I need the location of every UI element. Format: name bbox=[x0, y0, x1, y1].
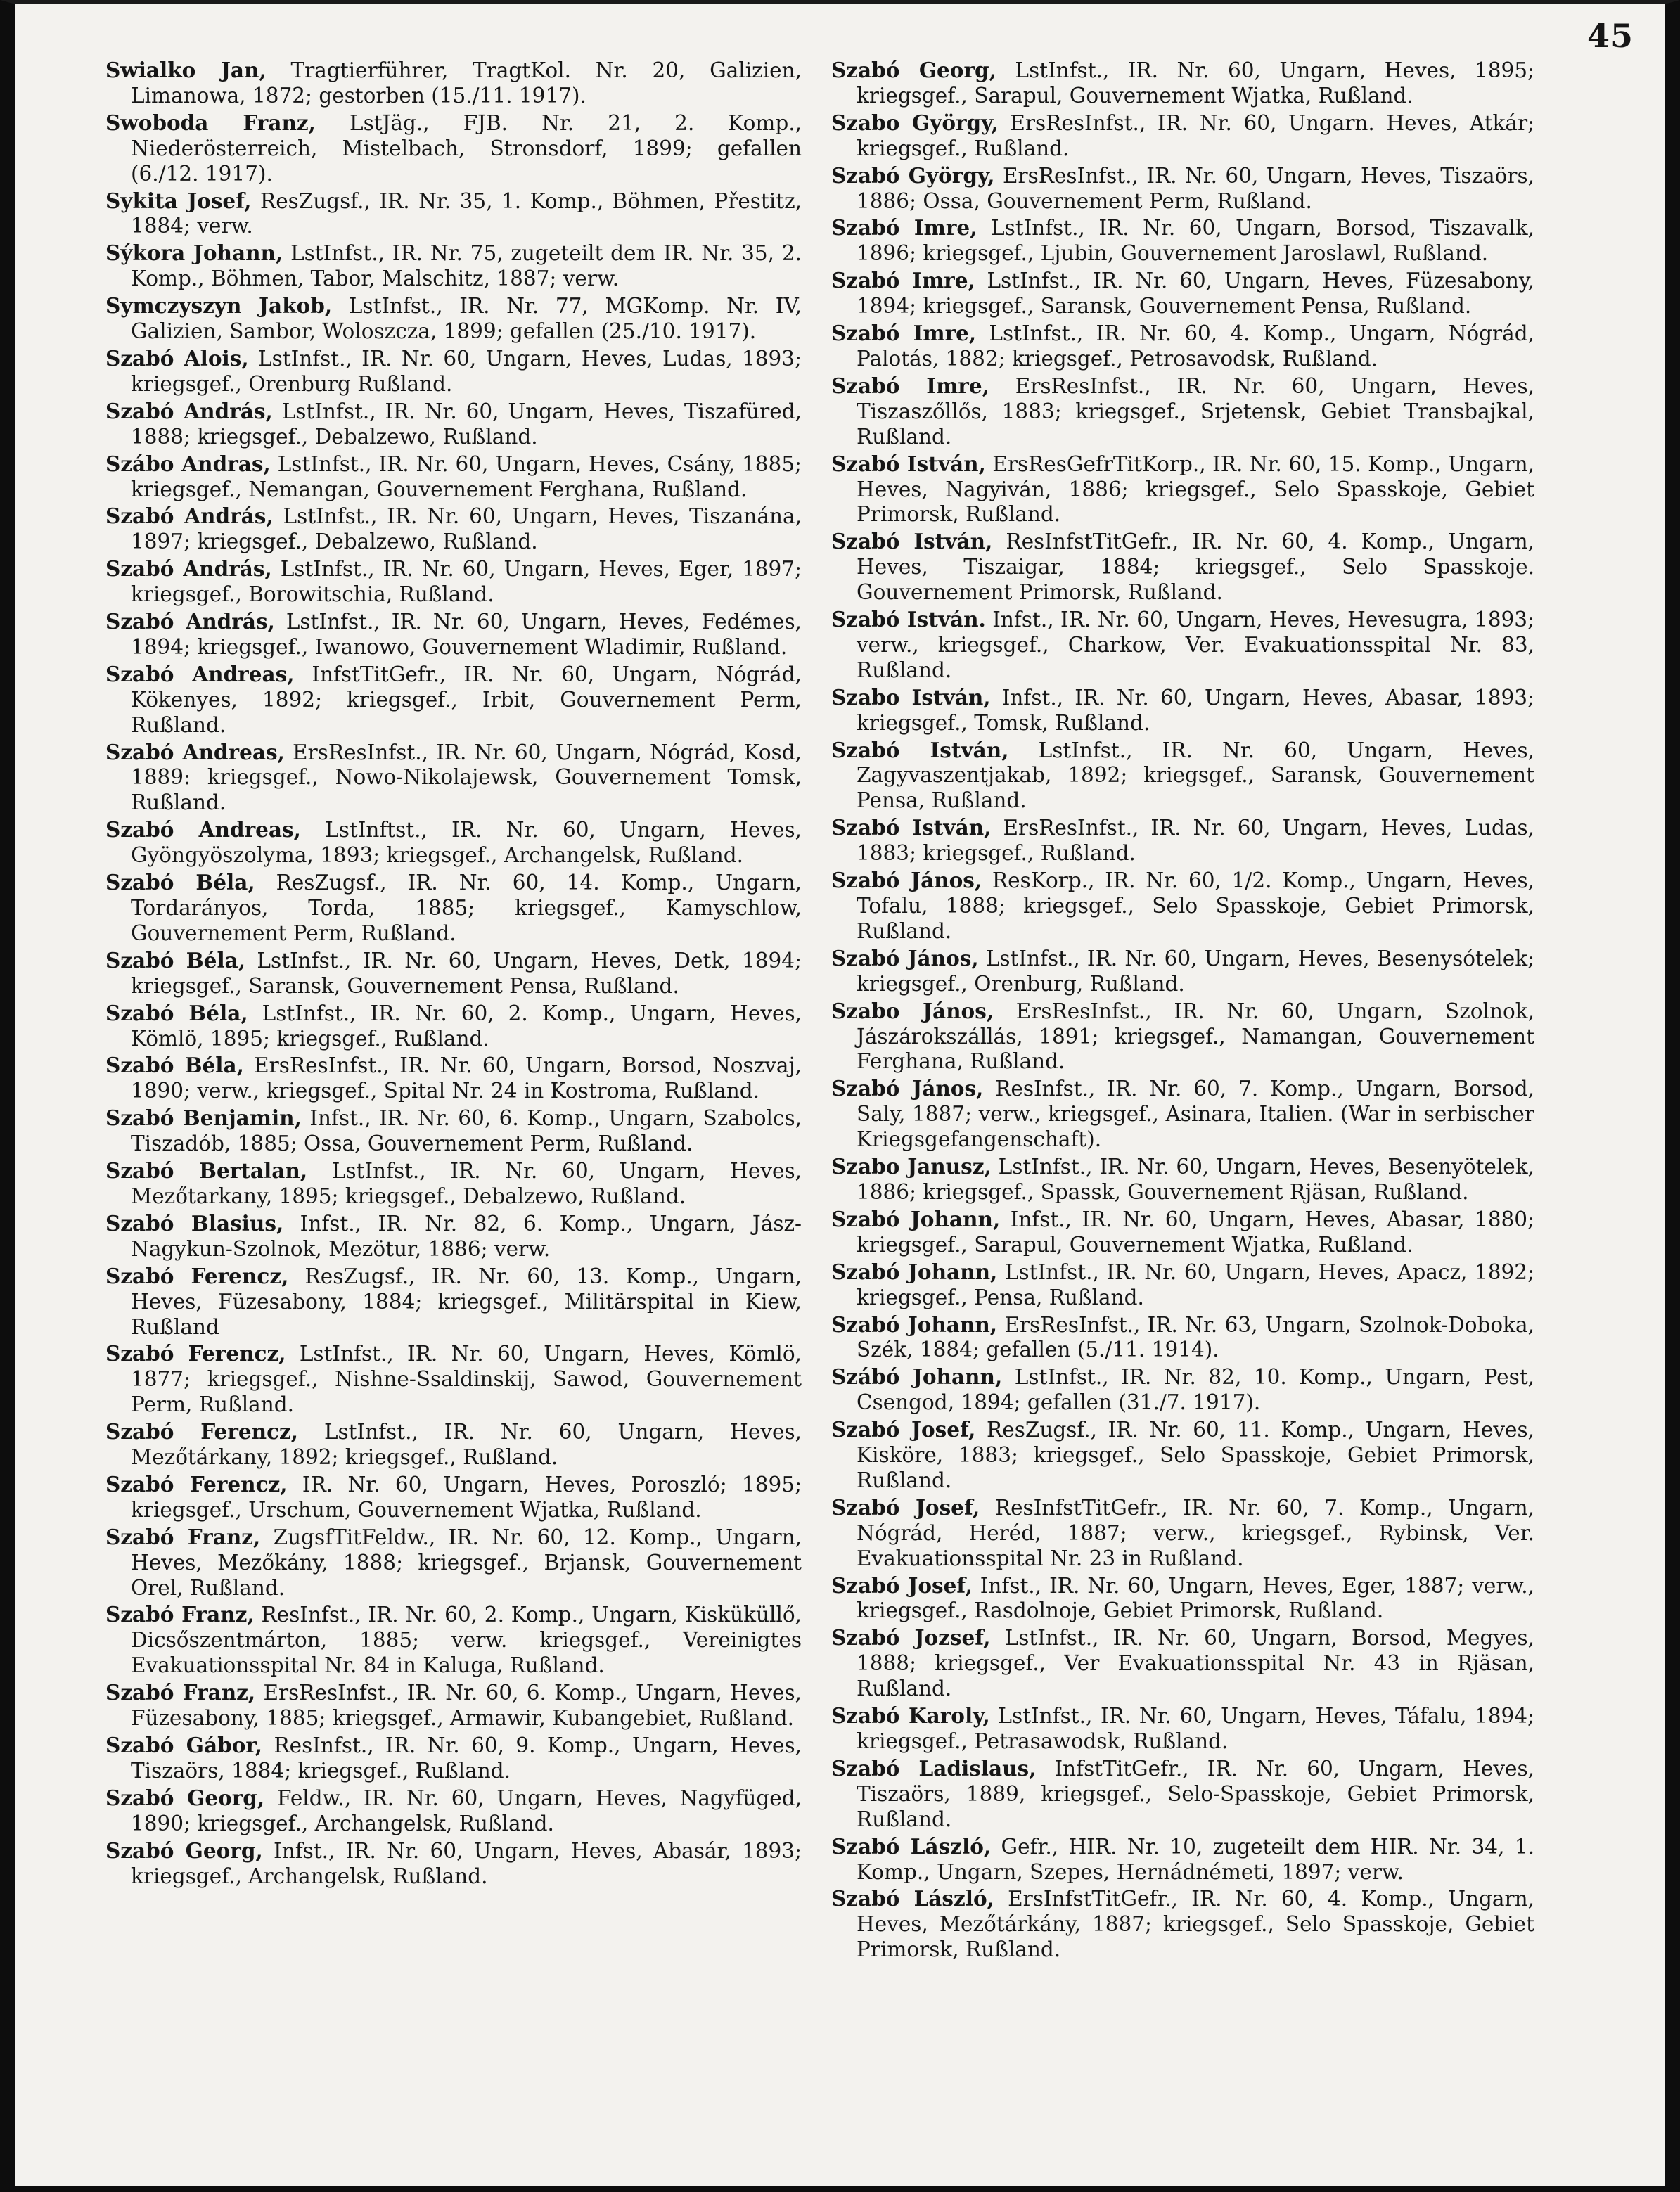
entry-name: Szabó Imre, bbox=[831, 373, 989, 398]
entry-name: Szabó Josef, bbox=[831, 1417, 976, 1442]
entry-name: Szabó Josef, bbox=[831, 1494, 980, 1520]
entry-name: Szabó András, bbox=[105, 556, 272, 582]
roster-entry bbox=[105, 1838, 802, 1890]
entry-name: Szabó Béla, bbox=[105, 1000, 248, 1025]
entry-name: Szabó János, bbox=[831, 945, 979, 970]
roster-entry bbox=[831, 1573, 1534, 1624]
entry-name: Szabó Franz, bbox=[105, 1524, 261, 1549]
roster-entry bbox=[105, 1680, 802, 1731]
entry-details: LstInfst., IR. Nr. 60, Ungarn, Heves, Besenysótelek; kriegsgef., Orenburg, Rußland. bbox=[857, 946, 1535, 996]
roster-entry bbox=[831, 1834, 1534, 1885]
roster-entry bbox=[105, 1001, 802, 1052]
roster-entry bbox=[105, 1419, 802, 1470]
entry-name: Szabó Ferencz, bbox=[105, 1341, 286, 1366]
entry-name: Szabó András, bbox=[105, 609, 275, 634]
roster-entry bbox=[105, 740, 802, 816]
entry-details: ErsResInfst., IR. Nr. 60, Ungarn, Nógrád, Kosd, 1889: kriegsgef., Nowo-Nikolajewsk, Gouvernement Tomsk, Rußland. bbox=[131, 740, 802, 815]
entry-name: Szabó Imre, bbox=[831, 268, 975, 293]
roster-entry bbox=[105, 504, 802, 555]
entry-details: ResInfst., IR. Nr. 60, 9. Komp., Ungarn, Heves, Tiszaörs, 1884; kriegsgef., Rußland. bbox=[131, 1733, 802, 1783]
roster-entry bbox=[105, 188, 802, 240]
entry-name: Szabó István, bbox=[831, 529, 993, 554]
roster-entry bbox=[831, 685, 1534, 736]
roster-entry bbox=[831, 1076, 1534, 1153]
entry-details: ErsResInfst., IR. Nr. 60, Ungarn, Borsod, Noszvaj, 1890; verw., kriegsgef., Spital Nr. 24 in Kostroma, Rußland. bbox=[131, 1053, 802, 1103]
entry-name: Szabó Johann, bbox=[831, 1312, 998, 1337]
entry-name: Szabó István. bbox=[831, 607, 986, 632]
entry-name: Szabó Josef, bbox=[831, 1572, 973, 1598]
entry-details: Infst., IR. Nr. 60, Ungarn, Heves, Eger, 1887; verw., kriegsgef., Rasdolnoje, Gebiet Primorsk, Rußland. bbox=[857, 1573, 1534, 1623]
roster-entry bbox=[105, 817, 802, 869]
entry-name: Szabó Béla, bbox=[105, 1053, 244, 1078]
entry-details: ResZugsf., IR. Nr. 60, 13. Komp., Ungarn, Heves, Füzesabony, 1884; kriegsgef., Militärspital in Kiew, Rußland bbox=[131, 1264, 802, 1339]
entry-details: Infst., IR. Nr. 60, Ungarn, Heves, Abasar, 1880; kriegsgef., Sarapul, Gouvernement Wjatka, Rußland. bbox=[857, 1207, 1534, 1257]
roster-entry bbox=[831, 1154, 1534, 1205]
roster-entry bbox=[831, 58, 1534, 109]
roster-entry bbox=[831, 268, 1534, 319]
entry-name: Szabó Blasius, bbox=[105, 1210, 284, 1236]
entry-name: Szabó Gábor, bbox=[105, 1733, 263, 1757]
entry-name: Sýkora Johann, bbox=[105, 241, 283, 266]
roster-entry bbox=[105, 58, 802, 109]
entry-name: Szábó Johann, bbox=[831, 1364, 1003, 1390]
entry-name: Symczyszyn Jakob, bbox=[105, 293, 333, 319]
roster-entry bbox=[831, 373, 1534, 450]
entry-details: LstInfst., IR. Nr. 60, 2. Komp., Ungarn, Heves, Kömlö, 1895; kriegsgef., Rußland. bbox=[131, 1001, 802, 1051]
entry-details: ErsResInfst., IR. Nr. 60, 6. Komp., Ungarn, Heves, Füzesabony, 1885; kriegsgef., Armawir, Kubangebiet, Rußland. bbox=[131, 1681, 802, 1731]
entry-name: Szabó László, bbox=[831, 1886, 994, 1911]
entry-details: ResInfst., IR. Nr. 60, 7. Komp., Ungarn, Borsod, Saly, 1887; verw., kriegsgef., Asinara, Italien. (War in serbischer Kriegsgefangenschaft). bbox=[857, 1077, 1534, 1152]
entry-name: Szabo János, bbox=[831, 998, 994, 1023]
entry-details: LstInfst., IR. Nr. 60, Ungarn, Heves, Csány, 1885; kriegsgef., Nemangan, Gouvernement Ferghana, Rußland. bbox=[131, 451, 802, 501]
entry-details: LstInfst., IR. Nr. 60, Ungarn, Heves, Apacz, 1892; kriegsgef., Pensa, Rußland. bbox=[857, 1260, 1535, 1309]
entry-details: LstInfst., IR. Nr. 60, Ungarn, Heves, Zagyvaszentjakab, 1892; kriegsgef., Saransk, Gouvernement Pensa, Rußland. bbox=[857, 738, 1534, 813]
entry-name: Szabó Karoly, bbox=[831, 1703, 990, 1729]
roster-entry bbox=[105, 870, 802, 947]
roster-entry bbox=[105, 556, 802, 608]
entry-details: Infst., IR. Nr. 60, Ungarn, Heves, Abasar, 1893; kriegsgef., Tomsk, Rußland. bbox=[857, 685, 1534, 735]
roster-entry bbox=[105, 1602, 802, 1679]
entry-details: ErsResInfst., IR. Nr. 60, Ungarn, Szolnok, Jászárokszállás, 1891; kriegsgef., Namangan, Gouvernement Ferghana, Rußland. bbox=[857, 999, 1534, 1074]
entry-name: Szabó János, bbox=[831, 1076, 984, 1101]
right-column bbox=[831, 58, 1534, 1964]
entry-name: Szabo György, bbox=[831, 110, 999, 135]
entry-details: Tragtierführer, TragtKol. Nr. 20, Galizien, Limanowa, 1872; gestorben (15./11. 1917). bbox=[131, 58, 802, 108]
roster-entry bbox=[105, 1158, 802, 1210]
entry-details: LstInfst., IR. Nr. 77, MGKomp. Nr. IV, Galizien, Sambor, Woloszcza, 1899; gefallen (25./10. 1917). bbox=[131, 294, 802, 344]
entry-name: Szabó Andreas, bbox=[105, 661, 295, 686]
entry-details: LstInfst., IR. Nr. 60, Ungarn, Heves, Táfalu, 1894; kriegsgef., Petrasawodsk, Rußland. bbox=[857, 1704, 1534, 1753]
entry-name: Szabó András, bbox=[105, 504, 274, 529]
roster-entry bbox=[831, 1703, 1534, 1755]
entry-details: LstInfst., IR. Nr. 60, Ungarn, Heves, Mezőtárkany, 1892; kriegsgef., Rußland. bbox=[131, 1420, 802, 1470]
entry-details: LstInfst., IR. Nr. 60, Ungarn, Heves, Besenyötelek, 1886; kriegsgef., Spassk, Gouvernement Rjäsan, Rußland. bbox=[857, 1155, 1535, 1204]
roster-entry bbox=[831, 163, 1534, 214]
entry-details: Gefr., HIR. Nr. 10, zugeteilt dem HIR. Nr. 34, 1. Komp., Ungarn, Szepes, Hernádnémeti, 1897; verw. bbox=[857, 1834, 1535, 1884]
entry-details: ResZugsf., IR. Nr. 35, 1. Komp., Böhmen, Přestitz, 1884; verw. bbox=[131, 188, 802, 238]
roster-entry bbox=[831, 868, 1534, 944]
entry-name: Szabó Franz, bbox=[105, 1602, 255, 1627]
entry-details: ResInfst., IR. Nr. 60, 2. Komp., Ungarn, Kisküküllő, Dicsőszentmárton, 1885; verw. kriegsgef., Vereinigtes Evakuationsspital Nr. 84 in Kaluga, Rußland. bbox=[131, 1603, 802, 1678]
entry-details: IR. Nr. 60, Ungarn, Heves, Poroszló; 1895; kriegsgef., Urschum, Gouvernement Wjatka, Rußland. bbox=[131, 1472, 802, 1522]
entry-details: LstInfst., IR. Nr. 60, Ungarn, Heves, Eger, 1897; kriegsgef., Borowitschia, Rußland. bbox=[131, 557, 802, 607]
roster-entry bbox=[831, 1364, 1534, 1416]
entry-name: Szabó János, bbox=[831, 868, 982, 893]
entry-name: Szabó Andreas, bbox=[105, 739, 285, 764]
entry-name: Szabó Bertalan, bbox=[105, 1158, 308, 1184]
entry-name: Szabó Jozsef, bbox=[831, 1625, 991, 1651]
entry-name: Szabó Imre, bbox=[831, 215, 977, 241]
entry-name: Szabó György, bbox=[831, 162, 995, 188]
entry-name: Szabó Johann, bbox=[831, 1259, 998, 1284]
entry-name: Szabó Ladislaus, bbox=[831, 1755, 1037, 1781]
entry-details: InfstTitGefr., IR. Nr. 60, Ungarn, Nógrád, Kökenyes, 1892; kriegsgef., Irbit, Gouvernement Perm, Rußland. bbox=[131, 662, 802, 737]
entry-name: Szabó Georg, bbox=[105, 1785, 265, 1810]
entry-name: Szabó Franz, bbox=[105, 1680, 256, 1705]
roster-entry bbox=[831, 529, 1534, 605]
entry-details: LstInfst., IR. Nr. 60, Ungarn, Heves, Kömlö, 1877; kriegsgef., Nishne-Ssaldinskij, Sawod, Gouvernement Perm, Rußland. bbox=[131, 1342, 802, 1417]
entry-details: LstInfst., IR. Nr. 60, Ungarn, Heves, Ludas, 1893; kriegsgef., Orenburg Rußland. bbox=[131, 346, 802, 396]
entry-details: Infst., IR. Nr. 82, 6. Komp., Ungarn, Jász-Nagykun-Szolnok, Mezötur, 1886; verw. bbox=[131, 1211, 802, 1261]
entry-details: LstInfst., IR. Nr. 60, Ungarn, Heves, Detk, 1894; kriegsgef., Saransk, Gouvernement Pensa, Rußland. bbox=[131, 948, 802, 998]
entry-details: LstInfst., IR. Nr. 60, Ungarn, Borsod, Megyes, 1888; kriegsgef., Ver Evakuationsspital Nr. 43 in Rjäsan, Rußland. bbox=[857, 1626, 1535, 1701]
entry-name: Szabó Georg, bbox=[105, 1838, 263, 1863]
roster-entry bbox=[831, 1756, 1534, 1833]
roster-entry bbox=[831, 815, 1534, 866]
entry-details: ResZugsf., IR. Nr. 60, 11. Komp., Ungarn, Heves, Kisköre, 1883; kriegsgef., Selo Spasskoje, Gebiet Primorsk, Rußland. bbox=[857, 1418, 1534, 1492]
entry-name: Szabó László, bbox=[831, 1833, 992, 1859]
roster-entry bbox=[105, 1053, 802, 1104]
roster-entry bbox=[831, 1417, 1534, 1494]
roster-entry bbox=[831, 1207, 1534, 1258]
roster-entry bbox=[105, 346, 802, 397]
roster-entry bbox=[105, 662, 802, 738]
entry-details: ErsInfstTitGefr., IR. Nr. 60, 4. Komp., Ungarn, Heves, Mezőtárkány, 1887; kriegsgef., Selo Spasskoje, Gebiet Primorsk, Rußland. bbox=[857, 1887, 1534, 1962]
roster-entry bbox=[105, 1264, 802, 1340]
entry-name: Szábo Andras, bbox=[105, 451, 271, 476]
entry-details: LstInfst., IR. Nr. 82, 10. Komp., Ungarn, Pest, Csengod, 1894; gefallen (31./7. 1917). bbox=[857, 1365, 1535, 1415]
roster-entry bbox=[105, 110, 802, 187]
entry-details: InfstTitGefr., IR. Nr. 60, Ungarn, Heves, Tiszaörs, 1889, kriegsgef., Selo-Spasskoje, Gebiet Primorsk, Rußland. bbox=[857, 1756, 1534, 1831]
roster-entry bbox=[831, 946, 1534, 997]
entry-name: Szabó István, bbox=[831, 451, 986, 476]
roster-entry bbox=[105, 293, 802, 345]
entry-details: Infst., IR. Nr. 60, 6. Komp., Ungarn, Szabolcs, Tiszadób, 1885; Ossa, Gouvernement Perm, Rußland. bbox=[131, 1106, 802, 1156]
entry-name: Szabó Béla, bbox=[105, 870, 255, 895]
roster-entry bbox=[831, 1625, 1534, 1702]
entry-details: ErsResInfst., IR. Nr. 60, Ungarn. Heves, Atkár; kriegsgef., Rußland. bbox=[857, 110, 1535, 160]
entry-name: Szabo Janusz, bbox=[831, 1154, 992, 1179]
entry-details: LstInfst., IR. Nr. 60, Ungarn, Heves, Tiszanána, 1897; kriegsgef., Debalzewo, Rußland. bbox=[131, 504, 802, 554]
entry-name: Swialko Jan, bbox=[105, 58, 267, 82]
entry-name: Szabó István, bbox=[831, 737, 1009, 762]
entry-name: Swoboda Franz, bbox=[105, 110, 316, 135]
entry-details: Infst., IR. Nr. 60, Ungarn, Heves, Hevesugra, 1893; verw., kriegsgef., Charkow, Ver. Evakuationsspital Nr. 83, Rußland. bbox=[857, 608, 1534, 682]
entry-details: LstInfst., IR. Nr. 60, Ungarn, Heves, Füzesabony, 1894; kriegsgef., Saransk, Gouvernement Pensa, Rußland. bbox=[857, 269, 1534, 319]
entry-name: Szabo István, bbox=[831, 684, 991, 710]
entry-details: ResZugsf., IR. Nr. 60, 14. Komp., Ungarn, Tordarányos, Torda, 1885; kriegsgef., Kamyschlow, Gouvernement Perm, Rußland. bbox=[131, 871, 802, 945]
roster-entry bbox=[831, 738, 1534, 814]
entry-details: LstInfst., IR. Nr. 60, Ungarn, Heves, Mezőtarkany, 1895; kriegsgef., Debalzewo, Rußland. bbox=[131, 1159, 802, 1208]
roster-entry bbox=[831, 321, 1534, 372]
roster-entry bbox=[831, 999, 1534, 1075]
entry-name: Szabó Andreas, bbox=[105, 817, 301, 842]
roster-entry bbox=[105, 451, 802, 503]
entry-details: ResKorp., IR. Nr. 60, 1/2. Komp., Ungarn, Heves, Tofalu, 1888; kriegsgef., Selo Spasskoje, Gebiet Primorsk, Rußland. bbox=[857, 869, 1534, 943]
roster-entry bbox=[831, 1886, 1534, 1963]
entry-details: Feldw., IR. Nr. 60, Ungarn, Heves, Nagyfüged, 1890; kriegsgef., Archangelsk, Rußland. bbox=[131, 1786, 802, 1835]
roster-entry bbox=[105, 1341, 802, 1418]
entry-details: ResInfstTitGefr., IR. Nr. 60, 4. Komp., Ungarn, Heves, Tiszaigar, 1884; kriegsgef., Selo Spasskoje. Gouvernement Primorsk, Rußland. bbox=[857, 530, 1534, 605]
entry-name: Szabó Johann, bbox=[831, 1206, 1001, 1231]
roster-entry bbox=[105, 1211, 802, 1262]
roster-entry bbox=[105, 1472, 802, 1523]
roster-entry bbox=[105, 1786, 802, 1837]
entry-details: ErsResInfst., IR. Nr. 60, Ungarn, Heves, Ludas, 1883; kriegsgef., Rußland. bbox=[857, 816, 1534, 866]
entry-details: LstInfst., IR. Nr. 60, Ungarn, Borsod, Tiszavalk, 1896; kriegsgef., Ljubin, Gouvernement Jaroslawl, Rußland. bbox=[857, 216, 1534, 266]
roster-entry bbox=[105, 948, 802, 999]
entry-name: Sykita Josef, bbox=[105, 188, 252, 213]
roster-entry bbox=[831, 1495, 1534, 1572]
entry-name: Szabó István, bbox=[831, 815, 992, 840]
entry-details: LstInftst., IR. Nr. 60, Ungarn, Heves, Gyöngyöszolyma, 1893; kriegsgef., Archangelsk, Rußland. bbox=[131, 818, 802, 868]
entry-name: Szabó Alois, bbox=[105, 345, 249, 371]
entry-details: ErsResInfst., IR. Nr. 63, Ungarn, Szolnok-Doboka, Szék, 1884; gefallen (5./11. 1914). bbox=[857, 1312, 1534, 1362]
entry-name: Szabó András, bbox=[105, 398, 273, 423]
entry-details: LstInfst., IR. Nr. 60, Ungarn, Heves, Tiszafüred, 1888; kriegsgef., Debalzewo, Rußland. bbox=[131, 399, 802, 449]
entry-details: ResInfstTitGefr., IR. Nr. 60, 7. Komp., Ungarn, Nógrád, Heréd, 1887; verw., kriegsgef., Rybinsk, Ver. Evakuationsspital Nr. 23 in Rußland. bbox=[857, 1495, 1534, 1570]
entry-details: LstJäg., FJB. Nr. 21, 2. Komp., Niederösterreich, Mistelbach, Stronsdorf, 1899; gefallen (6./12. 1917). bbox=[131, 110, 802, 186]
entry-details: ZugsfTitFeldw., IR. Nr. 60, 12. Komp., Ungarn, Heves, Mezőkány, 1888; kriegsgef., Brjansk, Gouvernement Orel, Rußland. bbox=[131, 1525, 802, 1600]
entry-details: LstInfst., IR. Nr. 75, zugeteilt dem IR. Nr. 35, 2. Komp., Böhmen, Tabor, Malschitz, 1887; verw. bbox=[131, 241, 802, 291]
roster-entry bbox=[105, 1105, 802, 1157]
page-number: 45 bbox=[1586, 17, 1634, 55]
roster-entry bbox=[831, 607, 1534, 684]
roster-entry bbox=[831, 1260, 1534, 1311]
entry-details: ErsResInfst., IR. Nr. 60, Ungarn, Heves, Tiszaörs, 1886; Ossa, Gouvernement Perm, Rußland. bbox=[857, 163, 1534, 213]
entry-details: ErsResInfst., IR. Nr. 60, Ungarn, Heves, Tiszaszőllős, 1883; kriegsgef., Srjetensk, Gebiet Transbajkal, Rußland. bbox=[857, 373, 1534, 449]
roster-entry bbox=[105, 241, 802, 292]
roster-entry bbox=[105, 1525, 802, 1601]
entry-name: Szabó Georg, bbox=[831, 58, 996, 82]
roster-entry bbox=[105, 1733, 802, 1784]
entry-name: Szabó Ferencz, bbox=[105, 1419, 299, 1444]
entry-details: LstInfst., IR. Nr. 60, Ungarn, Heves, 1895; kriegsgef., Sarapul, Gouvernement Wjatka, Rußland. bbox=[857, 58, 1534, 108]
roster-entry bbox=[831, 451, 1534, 528]
roster-entry bbox=[831, 215, 1534, 267]
roster-entry bbox=[831, 110, 1534, 162]
entry-name: Szabó Imre, bbox=[831, 321, 977, 346]
entry-name: Szabó Benjamin, bbox=[105, 1105, 302, 1131]
entry-name: Szabó Ferencz, bbox=[105, 1471, 288, 1496]
entry-details: Infst., IR. Nr. 60, Ungarn, Heves, Abasár, 1893; kriegsgef., Archangelsk, Rußland. bbox=[131, 1838, 802, 1888]
entry-details: ErsResGefrTitKorp., IR. Nr. 60, 15. Komp., Ungarn, Heves, Nagyiván, 1886; kriegsgef., Selo Spasskoje, Gebiet Primorsk, Rußland. bbox=[857, 451, 1534, 527]
entry-name: Szabó Ferencz, bbox=[105, 1263, 289, 1288]
entry-details: LstInfst., IR. Nr. 60, Ungarn, Heves, Fedémes, 1894; kriegsgef., Iwanowo, Gouvernement Wladimir, Rußland. bbox=[131, 610, 802, 659]
roster-entry bbox=[105, 609, 802, 660]
roster-entry bbox=[831, 1312, 1534, 1364]
roster-entry bbox=[105, 399, 802, 450]
left-column bbox=[105, 58, 802, 1890]
entry-name: Szabó Béla, bbox=[105, 947, 246, 973]
entry-details: LstInfst., IR. Nr. 60, 4. Komp., Ungarn, Nógrád, Palotás, 1882; kriegsgef., Petrosavodsk, Rußland. bbox=[857, 321, 1534, 371]
